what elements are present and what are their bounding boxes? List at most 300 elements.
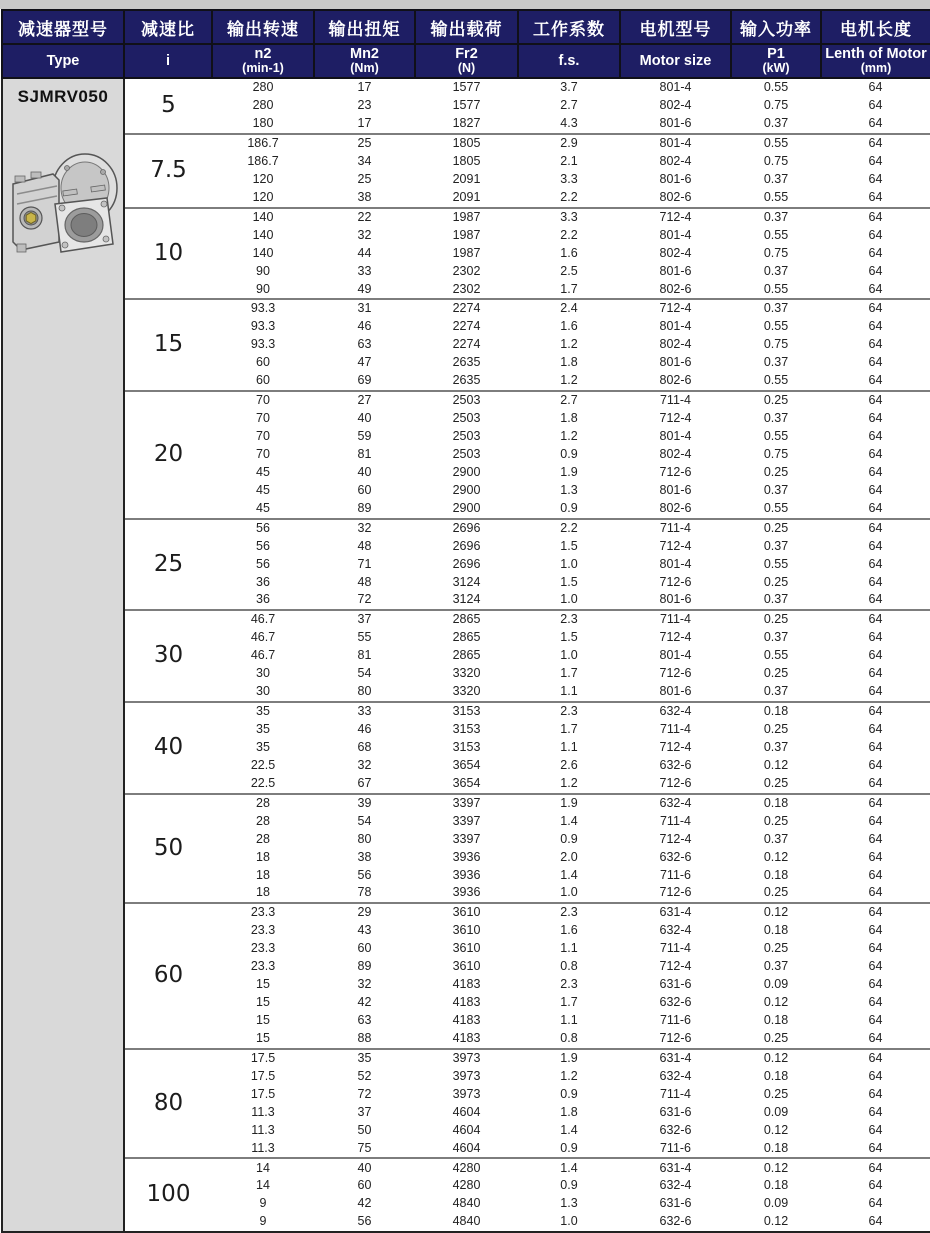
header-row-en — [2, 44, 930, 78]
cell-p1: 0.37 — [731, 171, 821, 189]
spec-row — [2, 610, 930, 629]
ratio-cell: 50 — [124, 794, 212, 904]
cell-p1: 0.25 — [731, 610, 821, 629]
cell-n2: 9 — [212, 1213, 314, 1232]
cell-mn2: 40 — [314, 464, 415, 482]
cell-n2: 17.5 — [212, 1068, 314, 1086]
cell-fs: 2.6 — [518, 757, 620, 775]
cell-fr2: 2635 — [415, 372, 518, 391]
ratio-cell: 80 — [124, 1049, 212, 1159]
cell-motor-length: 64 — [821, 153, 930, 171]
cell-motor-length: 64 — [821, 428, 930, 446]
cell-motor-length: 64 — [821, 78, 930, 97]
cell-fs: 1.5 — [518, 629, 620, 647]
ratio-cell: 5 — [124, 78, 212, 134]
cell-mn2: 32 — [314, 757, 415, 775]
cell-fr2: 1577 — [415, 78, 518, 97]
cell-motor-length: 64 — [821, 244, 930, 262]
cell-motor-length: 64 — [821, 446, 930, 464]
cell-motor-length: 64 — [821, 976, 930, 994]
cell-motor-length: 64 — [821, 1012, 930, 1030]
spec-row — [2, 391, 930, 410]
cell-fs: 1.1 — [518, 739, 620, 757]
cell-p1: 0.18 — [731, 794, 821, 813]
cell-fr2: 2302 — [415, 262, 518, 280]
header-motor-size-cn: 电机型号 — [620, 10, 731, 44]
cell-mn2: 60 — [314, 482, 415, 500]
cell-motor-size: 801-4 — [620, 647, 731, 665]
cell-fs: 2.3 — [518, 903, 620, 922]
header-output-load-en: Fr2 (N) — [415, 44, 518, 78]
header-output-torque-cn: 输出扭矩 — [314, 10, 415, 44]
cell-fr2: 3973 — [415, 1086, 518, 1104]
cell-motor-length: 64 — [821, 884, 930, 903]
ratio-cell: 60 — [124, 903, 212, 1049]
cell-fr2: 4604 — [415, 1104, 518, 1122]
cell-n2: 18 — [212, 884, 314, 903]
cell-fs: 1.2 — [518, 775, 620, 794]
cell-fr2: 2274 — [415, 318, 518, 336]
cell-motor-size: 802-6 — [620, 280, 731, 299]
gearbox-spec-table — [1, 9, 930, 1233]
header-ratio-en: i — [124, 44, 212, 78]
cell-motor-length: 64 — [821, 318, 930, 336]
cell-fr2: 3397 — [415, 830, 518, 848]
cell-fr2: 2865 — [415, 610, 518, 629]
cell-fr2: 2503 — [415, 391, 518, 410]
cell-motor-size: 712-4 — [620, 299, 731, 318]
cell-fr2: 2091 — [415, 189, 518, 208]
cell-motor-length: 64 — [821, 1104, 930, 1122]
cell-fr2: 1987 — [415, 208, 518, 227]
cell-p1: 0.37 — [731, 354, 821, 372]
spec-row — [2, 78, 930, 97]
cell-motor-size: 711-6 — [620, 1139, 731, 1158]
cell-fs: 1.4 — [518, 813, 620, 831]
cell-n2: 140 — [212, 227, 314, 245]
cell-fs: 2.1 — [518, 153, 620, 171]
cell-p1: 0.37 — [731, 629, 821, 647]
page-top-strip — [0, 0, 930, 9]
cell-p1: 0.25 — [731, 884, 821, 903]
cell-mn2: 37 — [314, 1104, 415, 1122]
cell-mn2: 17 — [314, 78, 415, 97]
cell-n2: 18 — [212, 866, 314, 884]
cell-fs: 2.7 — [518, 97, 620, 115]
cell-n2: 36 — [212, 573, 314, 591]
cell-fs: 1.7 — [518, 994, 620, 1012]
cell-motor-length: 64 — [821, 573, 930, 591]
cell-p1: 0.25 — [731, 1086, 821, 1104]
cell-mn2: 25 — [314, 134, 415, 153]
cell-mn2: 44 — [314, 244, 415, 262]
cell-fr2: 1987 — [415, 227, 518, 245]
cell-fr2: 4840 — [415, 1213, 518, 1232]
cell-motor-length: 64 — [821, 280, 930, 299]
cell-n2: 280 — [212, 97, 314, 115]
cell-n2: 22.5 — [212, 775, 314, 794]
cell-p1: 0.25 — [731, 573, 821, 591]
cell-n2: 45 — [212, 464, 314, 482]
header-motor-length-cn: 电机长度 — [821, 10, 930, 44]
cell-motor-size: 632-6 — [620, 1213, 731, 1232]
cell-motor-length: 64 — [821, 922, 930, 940]
cell-p1: 0.37 — [731, 410, 821, 428]
cell-mn2: 89 — [314, 958, 415, 976]
cell-fs: 2.5 — [518, 262, 620, 280]
cell-p1: 0.37 — [731, 591, 821, 610]
cell-mn2: 40 — [314, 1158, 415, 1177]
cell-motor-length: 64 — [821, 775, 930, 794]
cell-mn2: 60 — [314, 940, 415, 958]
cell-motor-size: 632-6 — [620, 994, 731, 1012]
cell-motor-length: 64 — [821, 591, 930, 610]
cell-fr2: 3610 — [415, 940, 518, 958]
cell-fs: 1.5 — [518, 537, 620, 555]
cell-n2: 18 — [212, 848, 314, 866]
cell-n2: 46.7 — [212, 629, 314, 647]
cell-motor-size: 712-6 — [620, 665, 731, 683]
cell-motor-size: 711-4 — [620, 813, 731, 831]
cell-p1: 0.09 — [731, 976, 821, 994]
cell-motor-size: 631-4 — [620, 1049, 731, 1068]
cell-fr2: 3153 — [415, 739, 518, 757]
cell-motor-size: 712-4 — [620, 410, 731, 428]
cell-motor-size: 631-6 — [620, 976, 731, 994]
cell-motor-length: 64 — [821, 372, 930, 391]
cell-p1: 0.18 — [731, 866, 821, 884]
cell-motor-length: 64 — [821, 739, 930, 757]
cell-motor-size: 801-6 — [620, 171, 731, 189]
cell-n2: 56 — [212, 519, 314, 538]
cell-mn2: 33 — [314, 262, 415, 280]
cell-fr2: 2302 — [415, 280, 518, 299]
cell-fs: 1.9 — [518, 464, 620, 482]
cell-fs: 3.3 — [518, 208, 620, 227]
spec-row — [2, 903, 930, 922]
cell-motor-size: 801-6 — [620, 482, 731, 500]
cell-n2: 120 — [212, 189, 314, 208]
cell-fr2: 1987 — [415, 244, 518, 262]
cell-p1: 0.25 — [731, 940, 821, 958]
cell-mn2: 47 — [314, 354, 415, 372]
cell-mn2: 49 — [314, 280, 415, 299]
cell-fs: 1.5 — [518, 573, 620, 591]
cell-mn2: 54 — [314, 665, 415, 683]
cell-motor-length: 64 — [821, 1086, 930, 1104]
cell-fr2: 3153 — [415, 702, 518, 721]
cell-motor-length: 64 — [821, 391, 930, 410]
cell-mn2: 72 — [314, 591, 415, 610]
cell-mn2: 59 — [314, 428, 415, 446]
cell-motor-length: 64 — [821, 464, 930, 482]
cell-motor-length: 64 — [821, 813, 930, 831]
cell-n2: 9 — [212, 1195, 314, 1213]
cell-motor-size: 632-4 — [620, 794, 731, 813]
ratio-cell: 10 — [124, 208, 212, 300]
cell-motor-size: 712-4 — [620, 739, 731, 757]
cell-n2: 11.3 — [212, 1104, 314, 1122]
cell-n2: 28 — [212, 813, 314, 831]
cell-motor-size: 712-4 — [620, 208, 731, 227]
cell-motor-size: 801-4 — [620, 134, 731, 153]
cell-p1: 0.55 — [731, 227, 821, 245]
cell-motor-length: 64 — [821, 794, 930, 813]
cell-motor-length: 64 — [821, 336, 930, 354]
cell-fs: 4.3 — [518, 115, 620, 134]
cell-fs: 1.0 — [518, 555, 620, 573]
cell-mn2: 88 — [314, 1030, 415, 1049]
cell-fs: 2.3 — [518, 702, 620, 721]
cell-motor-size: 801-4 — [620, 555, 731, 573]
cell-n2: 35 — [212, 702, 314, 721]
cell-fs: 1.0 — [518, 591, 620, 610]
cell-motor-size: 802-4 — [620, 153, 731, 171]
cell-mn2: 60 — [314, 1177, 415, 1195]
cell-motor-size: 632-4 — [620, 1068, 731, 1086]
cell-fs: 1.8 — [518, 1104, 620, 1122]
cell-fs: 0.9 — [518, 1177, 620, 1195]
cell-p1: 0.18 — [731, 1177, 821, 1195]
cell-fs: 2.3 — [518, 610, 620, 629]
cell-fs: 1.2 — [518, 336, 620, 354]
cell-n2: 11.3 — [212, 1139, 314, 1158]
cell-n2: 93.3 — [212, 336, 314, 354]
cell-mn2: 38 — [314, 848, 415, 866]
table-header — [2, 10, 930, 78]
cell-motor-length: 64 — [821, 299, 930, 318]
cell-n2: 15 — [212, 1012, 314, 1030]
cell-p1: 0.37 — [731, 208, 821, 227]
cell-mn2: 48 — [314, 573, 415, 591]
header-output-load-cn: 输出载荷 — [415, 10, 518, 44]
cell-mn2: 80 — [314, 683, 415, 702]
header-service-factor-en: f.s. — [518, 44, 620, 78]
cell-fr2: 3153 — [415, 721, 518, 739]
cell-p1: 0.12 — [731, 1121, 821, 1139]
cell-motor-length: 64 — [821, 903, 930, 922]
cell-fr2: 2865 — [415, 629, 518, 647]
gearbox-product-image — [3, 146, 123, 282]
cell-motor-size: 801-6 — [620, 115, 731, 134]
cell-mn2: 48 — [314, 537, 415, 555]
cell-n2: 280 — [212, 78, 314, 97]
cell-motor-length: 64 — [821, 610, 930, 629]
cell-fs: 1.1 — [518, 940, 620, 958]
cell-motor-size: 802-4 — [620, 97, 731, 115]
cell-mn2: 55 — [314, 629, 415, 647]
cell-n2: 180 — [212, 115, 314, 134]
cell-mn2: 40 — [314, 410, 415, 428]
cell-motor-length: 64 — [821, 500, 930, 519]
cell-fs: 0.9 — [518, 446, 620, 464]
cell-p1: 0.55 — [731, 428, 821, 446]
cell-mn2: 37 — [314, 610, 415, 629]
spec-row — [2, 794, 930, 813]
cell-motor-size: 711-4 — [620, 519, 731, 538]
cell-fr2: 3936 — [415, 884, 518, 903]
cell-fr2: 3936 — [415, 866, 518, 884]
cell-n2: 186.7 — [212, 153, 314, 171]
cell-p1: 0.25 — [731, 1030, 821, 1049]
cell-fs: 1.4 — [518, 1121, 620, 1139]
cell-mn2: 72 — [314, 1086, 415, 1104]
cell-n2: 186.7 — [212, 134, 314, 153]
cell-motor-size: 711-4 — [620, 391, 731, 410]
cell-mn2: 75 — [314, 1139, 415, 1158]
cell-motor-length: 64 — [821, 1121, 930, 1139]
cell-motor-length: 64 — [821, 134, 930, 153]
cell-fs: 1.9 — [518, 1049, 620, 1068]
cell-motor-length: 64 — [821, 647, 930, 665]
cell-motor-length: 64 — [821, 702, 930, 721]
cell-n2: 60 — [212, 354, 314, 372]
cell-n2: 17.5 — [212, 1049, 314, 1068]
cell-fr2: 2091 — [415, 171, 518, 189]
cell-motor-length: 64 — [821, 1213, 930, 1232]
cell-mn2: 38 — [314, 189, 415, 208]
cell-motor-length: 64 — [821, 189, 930, 208]
cell-motor-length: 64 — [821, 830, 930, 848]
cell-fs: 2.2 — [518, 227, 620, 245]
cell-n2: 140 — [212, 208, 314, 227]
cell-fr2: 4280 — [415, 1158, 518, 1177]
cell-mn2: 17 — [314, 115, 415, 134]
cell-fs: 1.7 — [518, 721, 620, 739]
cell-fs: 1.6 — [518, 922, 620, 940]
cell-fr2: 2900 — [415, 464, 518, 482]
cell-fs: 1.6 — [518, 244, 620, 262]
header-row-cn — [2, 10, 930, 44]
cell-motor-size: 801-4 — [620, 227, 731, 245]
cell-p1: 0.25 — [731, 391, 821, 410]
cell-mn2: 32 — [314, 976, 415, 994]
cell-fs: 1.1 — [518, 683, 620, 702]
cell-n2: 93.3 — [212, 299, 314, 318]
cell-n2: 70 — [212, 391, 314, 410]
cell-motor-length: 64 — [821, 683, 930, 702]
header-output-speed-cn: 输出转速 — [212, 10, 314, 44]
cell-p1: 0.75 — [731, 336, 821, 354]
cell-p1: 0.18 — [731, 1012, 821, 1030]
cell-fr2: 2635 — [415, 354, 518, 372]
cell-p1: 0.75 — [731, 153, 821, 171]
spec-row — [2, 1049, 930, 1068]
cell-n2: 46.7 — [212, 610, 314, 629]
header-ratio-cn: 减速比 — [124, 10, 212, 44]
cell-motor-length: 64 — [821, 629, 930, 647]
cell-fs: 1.7 — [518, 665, 620, 683]
cell-fr2: 3397 — [415, 794, 518, 813]
cell-p1: 0.09 — [731, 1195, 821, 1213]
cell-motor-size: 801-6 — [620, 683, 731, 702]
cell-p1: 0.25 — [731, 775, 821, 794]
cell-n2: 22.5 — [212, 757, 314, 775]
cell-motor-length: 64 — [821, 1139, 930, 1158]
cell-fr2: 3973 — [415, 1068, 518, 1086]
cell-p1: 0.37 — [731, 537, 821, 555]
cell-motor-size: 802-4 — [620, 446, 731, 464]
cell-fr2: 3973 — [415, 1049, 518, 1068]
cell-fr2: 2503 — [415, 410, 518, 428]
cell-mn2: 69 — [314, 372, 415, 391]
header-motor-size-en: Motor size — [620, 44, 731, 78]
cell-motor-size: 712-4 — [620, 629, 731, 647]
cell-n2: 23.3 — [212, 903, 314, 922]
cell-fr2: 3610 — [415, 958, 518, 976]
cell-p1: 0.37 — [731, 958, 821, 976]
cell-fr2: 2696 — [415, 519, 518, 538]
cell-motor-length: 64 — [821, 848, 930, 866]
spec-row — [2, 208, 930, 227]
cell-fs: 1.4 — [518, 866, 620, 884]
cell-n2: 14 — [212, 1158, 314, 1177]
cell-fs: 2.2 — [518, 519, 620, 538]
cell-n2: 70 — [212, 446, 314, 464]
cell-motor-size: 632-4 — [620, 702, 731, 721]
cell-motor-length: 64 — [821, 1177, 930, 1195]
cell-motor-size: 712-4 — [620, 830, 731, 848]
cell-fs: 2.2 — [518, 189, 620, 208]
cell-n2: 46.7 — [212, 647, 314, 665]
cell-mn2: 81 — [314, 647, 415, 665]
header-input-power-cn: 输入功率 — [731, 10, 821, 44]
cell-motor-size: 801-6 — [620, 591, 731, 610]
cell-fs: 1.6 — [518, 318, 620, 336]
cell-fr2: 2900 — [415, 482, 518, 500]
cell-motor-length: 64 — [821, 757, 930, 775]
cell-mn2: 81 — [314, 446, 415, 464]
cell-n2: 90 — [212, 280, 314, 299]
cell-motor-length: 64 — [821, 555, 930, 573]
cell-mn2: 50 — [314, 1121, 415, 1139]
cell-fs: 3.3 — [518, 171, 620, 189]
cell-fr2: 1805 — [415, 153, 518, 171]
cell-p1: 0.37 — [731, 683, 821, 702]
cell-n2: 60 — [212, 372, 314, 391]
cell-n2: 28 — [212, 794, 314, 813]
cell-motor-size: 802-4 — [620, 244, 731, 262]
cell-motor-length: 64 — [821, 994, 930, 1012]
cell-fs: 1.0 — [518, 1213, 620, 1232]
cell-p1: 0.55 — [731, 500, 821, 519]
cell-mn2: 39 — [314, 794, 415, 813]
cell-mn2: 78 — [314, 884, 415, 903]
cell-p1: 0.25 — [731, 813, 821, 831]
cell-n2: 140 — [212, 244, 314, 262]
cell-n2: 70 — [212, 428, 314, 446]
cell-motor-length: 64 — [821, 721, 930, 739]
cell-fs: 1.8 — [518, 354, 620, 372]
ratio-cell: 20 — [124, 391, 212, 519]
cell-motor-size: 712-6 — [620, 884, 731, 903]
cell-motor-size: 801-6 — [620, 262, 731, 280]
cell-n2: 120 — [212, 171, 314, 189]
cell-p1: 0.37 — [731, 299, 821, 318]
spec-table-body — [2, 78, 930, 1232]
cell-p1: 0.55 — [731, 555, 821, 573]
cell-n2: 14 — [212, 1177, 314, 1195]
cell-motor-length: 64 — [821, 227, 930, 245]
ratio-cell: 40 — [124, 702, 212, 794]
cell-p1: 0.55 — [731, 78, 821, 97]
cell-n2: 17.5 — [212, 1086, 314, 1104]
cell-n2: 15 — [212, 976, 314, 994]
cell-motor-size: 632-6 — [620, 757, 731, 775]
cell-p1: 0.12 — [731, 1049, 821, 1068]
ratio-cell: 30 — [124, 610, 212, 702]
cell-mn2: 42 — [314, 1195, 415, 1213]
